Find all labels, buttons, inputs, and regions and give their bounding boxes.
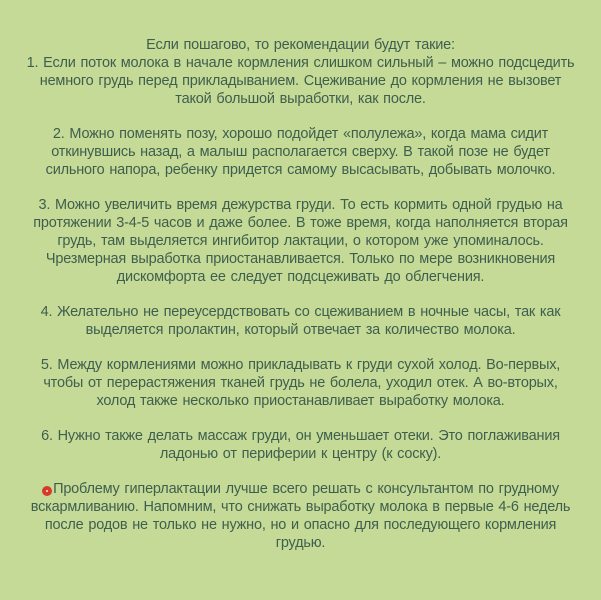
step-3: 3. Можно увеличить время дежурства груди. То есть кормить одной грудью на протяжении 3-4-5 часов и даже более. В тоже время, когда наполняется вторая грудь, там выделяется ингибитор лактации, о котором уже упоминалось. Чрезмерная выработка приостанавливается. Только по мере возникновения дискомфорта ее следует подсцеживать до облегчения.	[33, 197, 568, 285]
step-1: 1. Если поток молока в начале кормления слишком сильный – можно подсцедить немного грудь перед прикладыванием. Сцеживание до кормления не вызовет такой большой выработки, как после.	[26, 55, 575, 107]
step-2: 2. Можно поменять позу, хорошо подойдет «полулежа», когда мама сидит откинувшись назад, а малыш располагается сверху. В такой позе не будет сильного напора, ребенку придется самому высасывать, добывать молочко.	[45, 126, 556, 178]
note-paragraph	[27, 480, 575, 552]
step-6: 6. Нужно также делать массаж груди, он уменьшает отеки. Это поглаживания ладонью от периферии к центру (к соску).	[41, 428, 560, 462]
step-4: 4. Желательно не переусердствовать со сцеживанием в ночные часы, так как выделяется пролактин, который отвечает за количество молока.	[40, 304, 561, 338]
red-circle-icon	[42, 486, 52, 496]
step-5: 5. Между кормлениями можно прикладывать к груди сухой холод. Во-первых, чтобы от перерастяжения тканей грудь не болела, уходил отек. А во-вторых, холод также несколько приостанавливает выработку молока.	[40, 357, 561, 409]
recommendations-text-block	[15, 0, 587, 552]
note-text: Проблему гиперлактации лучше всего решать с консультантом по грудному вскармливанию. Напомним, что снижать выработку молока в первые 4-6 недель после родов не только не нужно, но и опасно для последующего кормления грудью.	[30, 481, 571, 551]
intro-line: Если пошагово, то рекомендации будут такие:	[146, 37, 455, 53]
